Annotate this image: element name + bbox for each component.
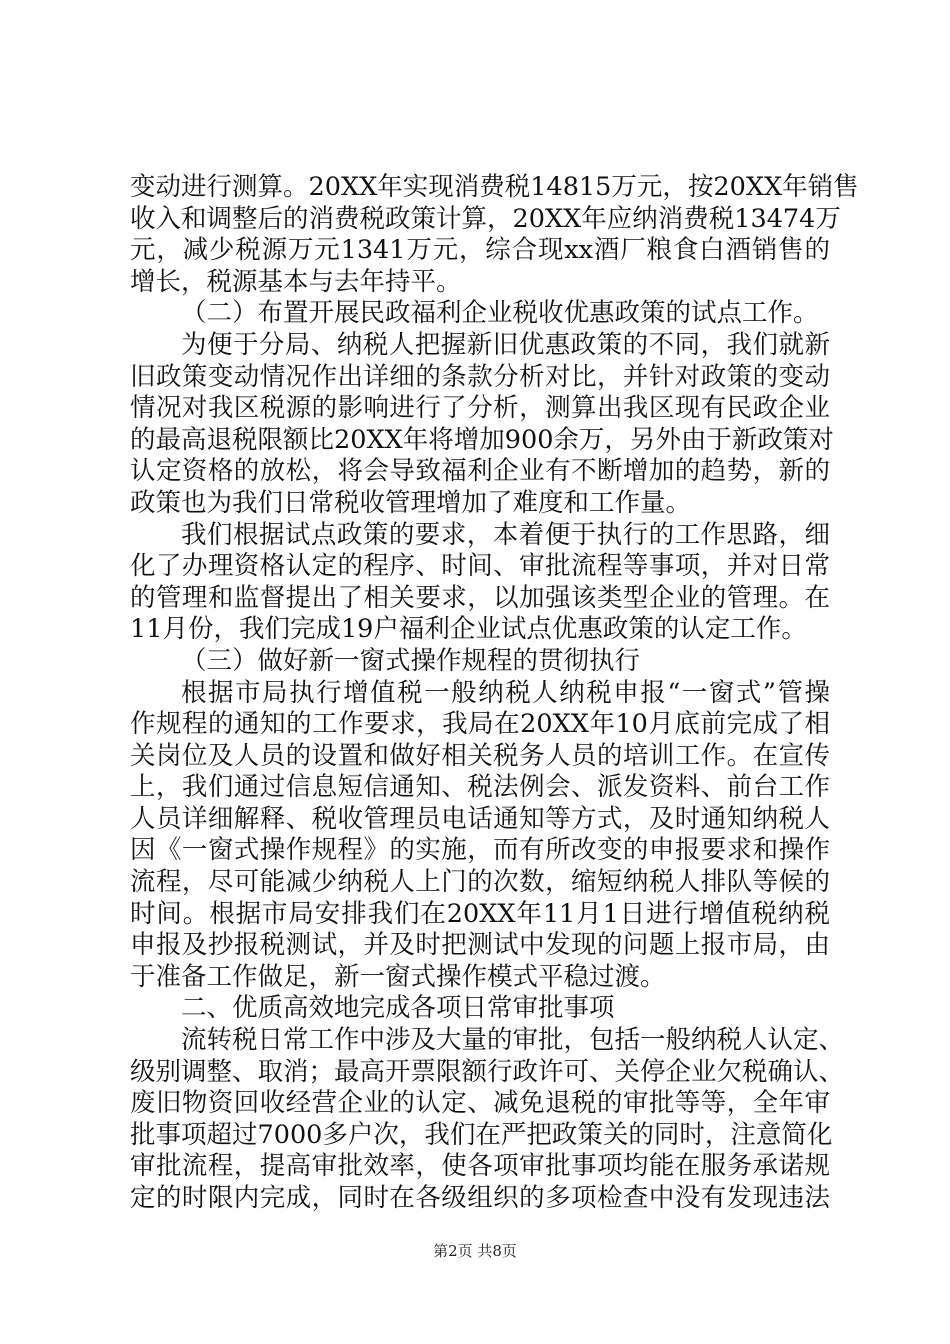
text-line: 关岗位及人员的设置和做好相关税务人员的培训工作。在宣传 [130,740,830,771]
text-line: 审批流程，提高审批效率，使各项审批事项均能在服务承诺规 [130,1151,830,1182]
text-line: 二、优质高效地完成各项日常审批事项 [181,993,615,1024]
text-line: 11月份，我们完成19户福利企业试点优惠政策的认定工作。 [130,614,807,645]
text-line: 为便于分局、纳税人把握新旧优惠政策的不同，我们就新 [181,329,830,360]
text-line: 元，减少税源万元1341万元，综合现xx酒厂粮食白酒销售的 [130,235,830,266]
text-line: （二）布置开展民政福利企业税收优惠政策的试点工作。 [181,298,819,329]
text-line: 时间。根据市局安排我们在20XX年11月1日进行增值税纳税 [130,898,830,929]
text-line: 变动进行测算。20XX年实现消费税14815万元，按20XX年销售 [130,172,859,202]
text-line: 于准备工作做足，新一窗式操作模式平稳过渡。 [130,961,666,992]
text-line: 认定资格的放松，将会导致福利企业有不断增加的趋势，新的 [130,456,830,487]
text-line: 的最高退税限额比20XX年将增加900余万，另外由于新政策对 [130,424,834,455]
text-line: 收入和调整后的消费税政策计算，20XX年应纳消费税13474万 [130,203,841,234]
text-line: 化了办理资格认定的程序、时间、审批流程等事项，并对日常 [130,551,830,582]
text-line: （三）做好新一窗式操作规程的贯彻执行 [181,645,641,676]
text-line: 政策也为我们日常税收管理增加了难度和工作量。 [130,487,692,518]
text-line: 批事项超过7000多户次，我们在严把政策关的同时，注意简化 [130,1119,833,1150]
text-line: 情况对我区税源的影响进行了分析，测算出我区现有民政企业 [130,393,830,424]
text-line: 因《一窗式操作规程》的实施，而有所改变的申报要求和操作 [130,835,830,866]
text-line: 增长，税源基本与去年持平。 [130,266,462,297]
text-line: 申报及抄报税测试，并及时把测试中发现的问题上报市局，由 [130,930,830,961]
text-line: 废旧物资回收经营企业的认定、减免退税的审批等等，全年审 [130,1088,830,1119]
text-line: 的管理和监督提出了相关要求，以加强该类型企业的管理。在 [130,582,830,613]
text-line: 定的时限内完成，同时在各级组织的多项检查中没有发现违法 [130,1183,830,1213]
text-line: 人员详细解释、税收管理员电话通知等方式，及时通知纳税人 [130,803,830,834]
text-line: 流转税日常工作中涉及大量的审批，包括一般纳税人认定、 [181,1025,845,1056]
page-footer: 第2页 共8页 [433,1242,517,1260]
text-line: 我们根据试点政策的要求，本着便于执行的工作思路，细 [181,519,830,550]
text-line: 流程，尽可能减少纳税人上门的次数，缩短纳税人排队等候的 [130,867,830,898]
document-body [130,172,859,1215]
text-line: 作规程的通知的工作要求，我局在20XX年10月底前完成了相 [130,709,830,740]
text-line: 级别调整、取消；最高开票限额行政许可、关停企业欠税确认、 [130,1056,845,1087]
text-line: 上，我们通过信息短信通知、税法例会、派发资料、前台工作 [130,772,830,803]
text-line: 旧政策变动情况作出详细的条款分析对比，并针对政策的变动 [130,361,830,392]
text-line: 根据市局执行增值税一般纳税人纳税申报“一窗式”管操 [181,677,830,708]
